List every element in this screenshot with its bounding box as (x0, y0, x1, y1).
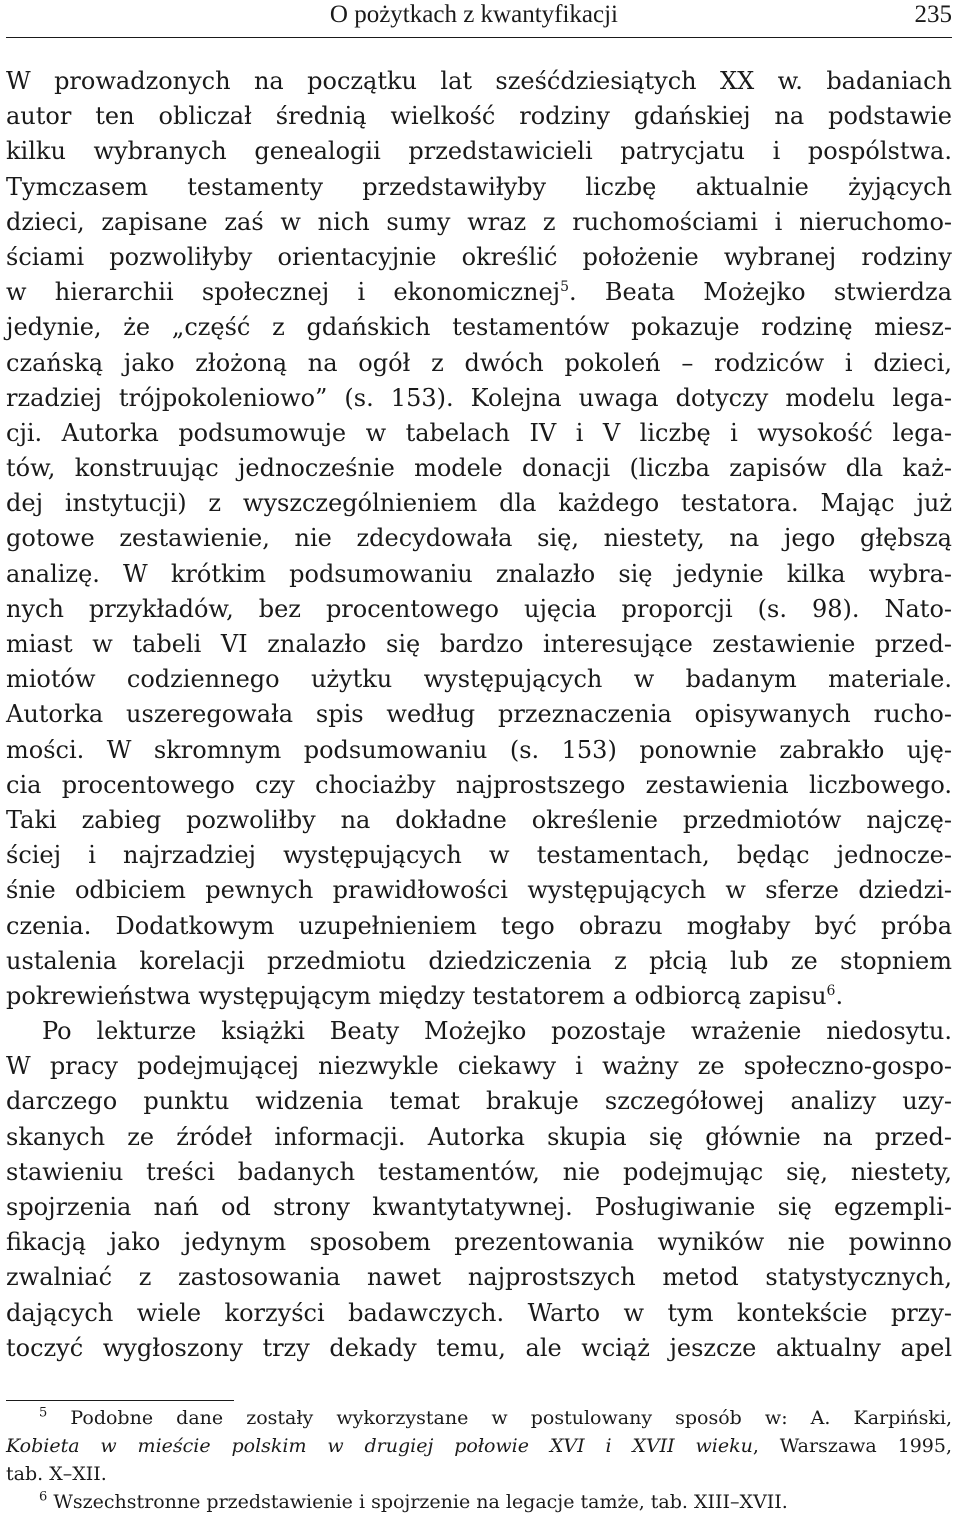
footnote-book-title: Kobieta w mieście polskim w drugiej połowie XVI i XVII wieku (6, 1435, 753, 1457)
footnote-text: Podobne dane zostały wykorzystane w postulowany sposób w: A. Karpiński, (70, 1407, 952, 1429)
text-line: miast w tabeli VI znalazło się bardzo interesujące zestawienie przed- (6, 630, 952, 658)
text-line: Tymczasem testamenty przedstawiłyby liczbę aktualnie żyjących (6, 172, 952, 201)
footnote-ref-6: 6 (826, 982, 836, 999)
text-line: fikacją jako jedynym sposobem prezentowania wyników nie powinno (6, 1228, 952, 1257)
footnotes (6, 1404, 952, 1516)
text-segment: pokrewieństwa występującym między testatorem a odbiorcą zapisu (6, 981, 827, 1010)
text-line: miotów codziennego użytku występujących w badanym materiale. (6, 665, 952, 694)
text-line: rzadziej trójpokoleniowo” (s. 153). Kolejna uwaga dotyczy modelu lega- (6, 383, 952, 412)
header-rule (6, 37, 952, 38)
text-line: darczego punktu widzenia temat brakuje szczegółowej analizy uzy- (6, 1087, 952, 1116)
footnote-5-line-2 (6, 1432, 952, 1460)
text-line: spojrzenia nań od strony kwantytatywnej. Posługiwanie się egzempli- (6, 1193, 952, 1221)
text-line: W prowadzonych na początku lat sześćdziesiątych XX w. badaniach (6, 67, 952, 95)
text-line (6, 979, 952, 1014)
text-line: toczyć wygłoszony trzy dekady temu, ale wciąż jeszcze aktualny apel (6, 1333, 952, 1362)
text-line: W pracy podejmującej niezwykle ciekawy i ważny ze społeczno-gospo- (6, 1052, 952, 1081)
footnote-5-line-3: tab. X–XII. (6, 1463, 107, 1485)
text-line: Autorka uszeregowała spis według przeznaczenia opisywanych rucho- (6, 700, 952, 729)
footnote-text: Wszechstronne przedstawienie i spojrzenie na legacje tamże, tab. XIII–XVII. (53, 1491, 788, 1513)
document-page (6, 0, 952, 1528)
text-segment: w hierarchii społecznej i ekonomicznej (6, 278, 561, 307)
footnote-number: 6 (39, 1489, 48, 1505)
footnote-ref-5: 5 (560, 279, 570, 296)
text-line: czenia. Dodatkowym uzupełnieniem tego obrazu mogłaby być próba (6, 911, 952, 940)
footnote-rule (6, 1400, 234, 1401)
footnote-6 (6, 1488, 952, 1516)
text-line: nych przykładów, bez procentowego ujęcia proporcji (s. 98). Nato- (6, 594, 952, 623)
running-title: O pożytkach z kwantyfikacji (329, 1, 618, 28)
body-text (6, 64, 952, 1366)
text-line: tów, konstruując jednocześnie modele donacji (liczba zapisów dla każ- (6, 454, 952, 483)
footnote-text: , Warszawa 1995, (752, 1435, 952, 1457)
text-line: Po lekturze książki Beaty Możejko pozostaje wrażenie niedosytu. (42, 1017, 952, 1046)
text-line: ustalenia korelacji przedmiotu dziedziczenia z płcią lub ze stopniem (6, 946, 952, 975)
text-line: autor ten obliczał średnią wielkość rodziny gdańskiej na podstawie (6, 102, 952, 131)
text-line: ściami pozwoliłyby orientacyjnie określić położenie wybranej rodziny (6, 242, 952, 271)
text-segment: . (835, 981, 844, 1010)
text-line: dej instytucji) z wyszczególnieniem dla każdego testatora. Mając już (6, 489, 952, 518)
text-line: dzieci, zapisane zaś w nich sumy wraz z ruchomościami i nieruchomo- (6, 207, 952, 236)
text-line: skanych ze źródeł informacji. Autorka skupia się głównie na przed- (6, 1122, 952, 1151)
text-line: dających wiele korzyści badawczych. Warto w tym kontekście przy- (6, 1298, 952, 1327)
text-line: analizę. W krótkim podsumowaniu znalazło się jedynie kilka wybra- (6, 559, 952, 588)
text-segment: . Beata Możejko stwierdza (569, 278, 952, 307)
text-line (6, 275, 952, 310)
text-line: mości. W skromnym podsumowaniu (s. 153) ponownie zabrakło uję- (6, 735, 952, 764)
text-line: cji. Autorka podsumowuje w tabelach IV i V liczbę i wysokość lega- (6, 418, 952, 447)
text-line: śnie odbiciem pewnych prawidłowości występujących w sferze dziedzi- (6, 876, 952, 905)
text-line: czańską jako złożoną na ogół z dwóch pokoleń – rodziców i dzieci, (6, 348, 952, 377)
text-line: ściej i najrzadziej występujących w testamentach, będąc jednocze- (6, 841, 952, 870)
text-line: stawieniu treści badanych testamentów, nie podejmując się, niestety, (6, 1157, 952, 1186)
text-line: cia procentowego czy chociażby najprostszego zestawienia liczbowego. (6, 770, 952, 799)
text-line: zwalniać z zastosowania nawet najprostszych metod statystycznych, (6, 1263, 952, 1292)
running-head (6, 0, 952, 30)
text-line: Taki zabieg pozwoliłby na dokładne określenie przedmiotów najczę- (6, 805, 952, 834)
footnote-5 (6, 1404, 952, 1432)
page-number: 235 (914, 1, 952, 28)
footnote-number: 5 (39, 1405, 48, 1421)
text-line: jedynie, że „część z gdańskich testamentów pokazuje rodzinę miesz- (6, 313, 952, 342)
text-line: gotowe zestawienie, nie zdecydowała się, niestety, na jego głębszą (6, 524, 952, 553)
text-line: kilku wybranych genealogii przedstawicieli patrycjatu i pospólstwa. (6, 137, 952, 166)
